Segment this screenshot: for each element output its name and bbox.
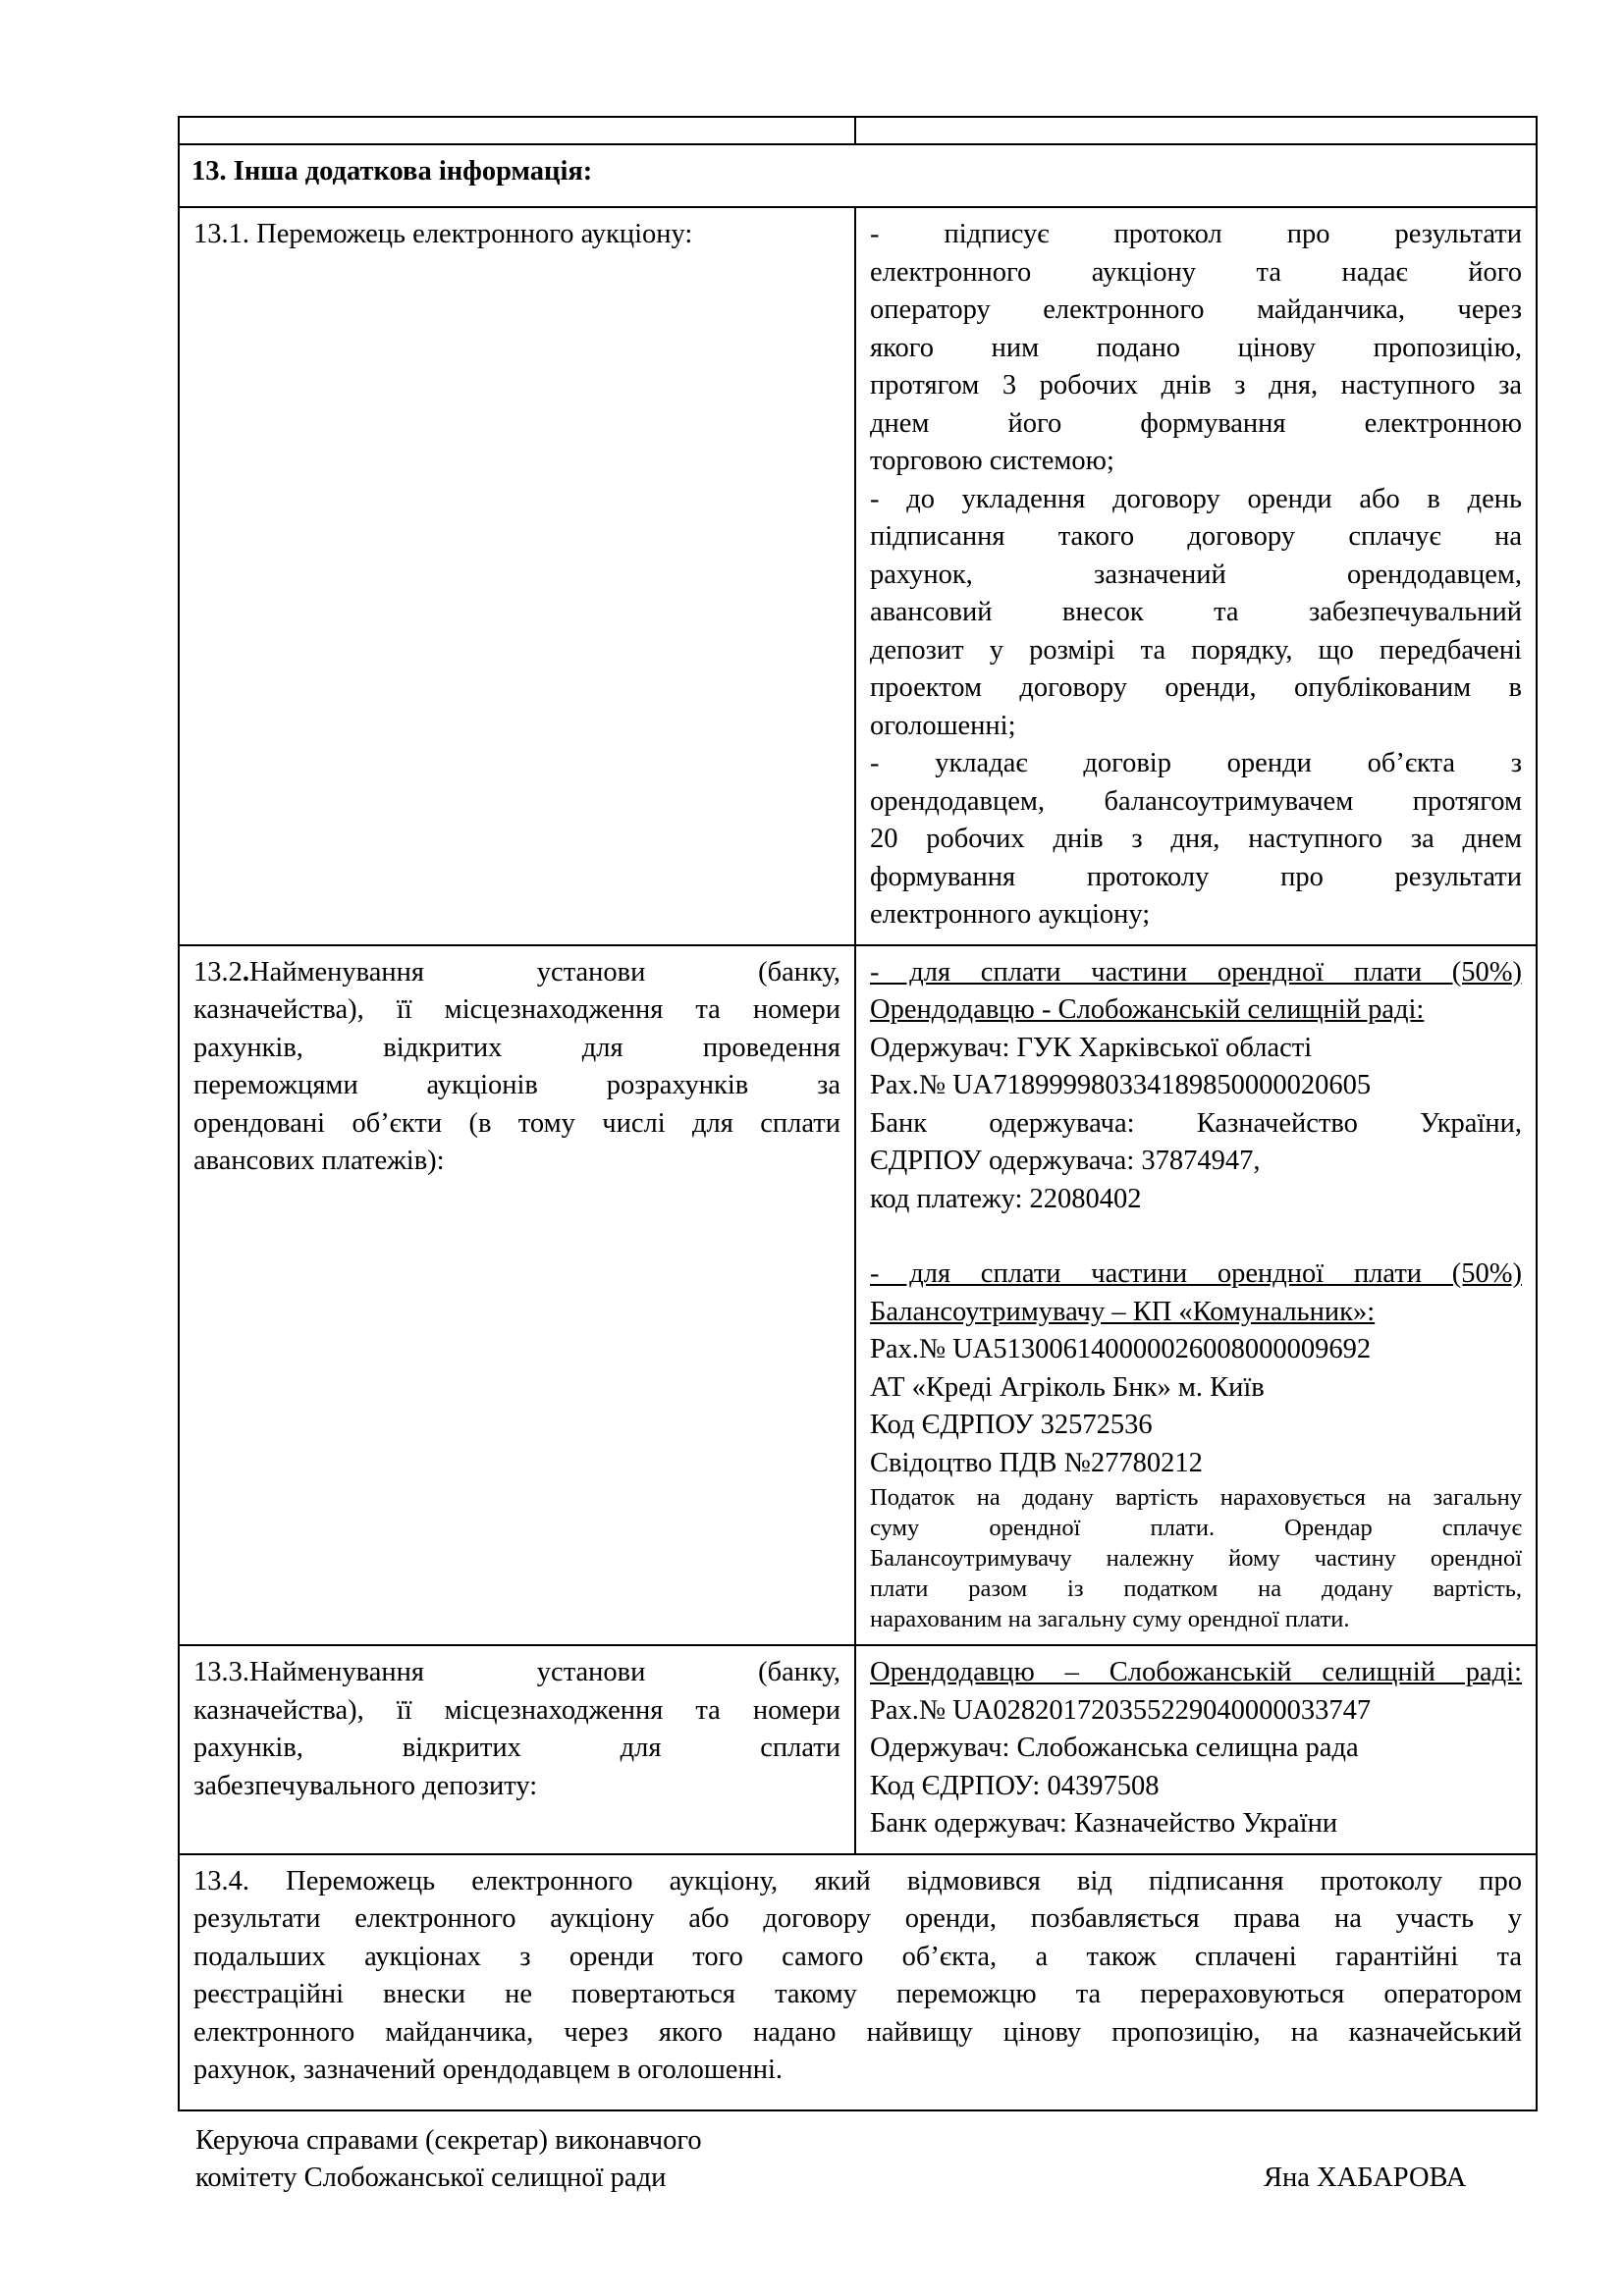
- vat-note-line: плати разом із податком на додану вартість,: [870, 1575, 1522, 1602]
- text-line: підписання такого договору сплачує на: [870, 521, 1522, 552]
- holder-detail: АТ «Креді Агріколь Бнк» м. Київ: [870, 1371, 1265, 1403]
- label-line: казначейства), її місцезнаходження та номери: [193, 994, 840, 1025]
- text-line: електронного аукціону та надає його: [870, 256, 1522, 288]
- row-13-2: [179, 945, 1537, 1646]
- recipient-title: Орендодавцю – Слобожанській селищній раді:: [870, 1657, 1522, 1687]
- text-line: проектом договору оренди, опублікованим в: [870, 672, 1522, 703]
- text-line: депозит у розмірі та порядку, що передбачені: [870, 634, 1522, 666]
- label-line: переможцями аукціонів розрахунків за: [193, 1070, 840, 1100]
- text-line: днем його формування електронною: [870, 407, 1522, 439]
- label-line: рахунків, відкритих для сплати: [193, 1733, 840, 1763]
- text-line: - укладає договір оренди об’єкта з: [870, 748, 1522, 778]
- section-heading-row: [179, 144, 1537, 207]
- text-line: результати електронного аукціону або договору оренди, позбавляється права на участь у: [193, 1903, 1522, 1934]
- holder-detail: Код ЄДРПОУ 32572536: [870, 1410, 1153, 1440]
- text-line: торговою системою;: [870, 446, 1114, 476]
- vat-note-line: суму орендної плати. Орендар сплачує: [870, 1515, 1522, 1541]
- signatory-name: Яна ХАБАРОВА: [1264, 2163, 1467, 2193]
- signatory-position: [195, 2122, 702, 2197]
- label-line: казначейства), її місцезнаходження та номери: [193, 1694, 840, 1726]
- position-line: Керуюча справами (секретар) виконавчого: [195, 2125, 702, 2156]
- label-line: орендовані об’єкти (в тому числі для сплати: [193, 1107, 840, 1139]
- lessor-title-line: - для сплати частини орендної плати (50%): [870, 956, 1522, 988]
- label-text: Найменування установи (банку,: [249, 956, 840, 988]
- row-13-2-label: [179, 945, 855, 1646]
- deposit-detail: Одержувач: Слобожанська селищна рада: [870, 1733, 1359, 1763]
- text-line: електронного аукціону;: [870, 899, 1151, 930]
- deposit-detail: Рах.№ UA028201720355229040000033747: [870, 1694, 1372, 1726]
- empty-cell-left: [179, 117, 855, 144]
- text-line: оператору електронного майданчика, через: [870, 294, 1522, 325]
- label-line: забезпечувального депозиту:: [193, 1770, 538, 1801]
- label-number: 13.2: [193, 956, 243, 988]
- text-line: формування протоколу про результати: [870, 861, 1522, 892]
- row-13-3-label: [179, 1645, 855, 1854]
- text-line: - підписує протокол про результати: [870, 219, 1522, 249]
- text-line: якого ним подано цінову пропозицію,: [870, 332, 1522, 363]
- lessor-detail: Банк одержувача: Казначейство України,: [870, 1107, 1522, 1139]
- label-dot: .: [242, 956, 249, 988]
- row-13-1-content: [855, 207, 1537, 945]
- text-line: оголошенні;: [870, 710, 1016, 741]
- lessor-title-line: Орендодавцю - Слобожанській селищній раді:: [870, 994, 1425, 1025]
- position-line: комітету Слобожанської селищної ради: [195, 2163, 667, 2193]
- text-line: 13.4. Переможець електронного аукціону, який відмовився від підписання протоколу про: [193, 1865, 1522, 1896]
- lessor-detail: код платежу: 22080402: [870, 1183, 1142, 1214]
- text-line: 20 робочих днів з дня, наступного за днем: [870, 824, 1522, 854]
- lessor-detail: ЄДРПОУ одержувача: 37874947,: [870, 1146, 1261, 1176]
- lessor-detail: Одержувач: ГУК Харківської області: [870, 1032, 1313, 1063]
- vat-note-line: Балансоутримувачу належну йому частину орендної: [870, 1545, 1522, 1572]
- text-line: протягом 3 робочих днів з дня, наступного за: [870, 370, 1522, 400]
- lessor-detail: Рах.№ UA718999980334189850000020605: [870, 1070, 1372, 1100]
- deposit-detail: Банк одержувач: Казначейство України: [870, 1808, 1338, 1839]
- row-13-4-content: [179, 1854, 1537, 2110]
- holder-title-line: - для сплати частини орендної плати (50%): [870, 1258, 1522, 1289]
- text-line: електронного майданчика, через якого надано найвищу цінову пропозицію, на казначейський: [193, 2016, 1522, 2048]
- text-line: подальших аукціонах з оренди того самого об’єкта, а також сплачені гарантійні та: [193, 1941, 1522, 1972]
- row-13-1: [179, 207, 1537, 945]
- text-line: реєстраційні внески не повертаються такому переможцю та перераховуються оператором: [193, 1979, 1522, 2009]
- text-line: орендодавцем, балансоутримувачем протягом: [870, 785, 1522, 817]
- holder-title-line: Балансоутримувачу – КП «Комунальник»:: [870, 1296, 1376, 1327]
- row-13-3-content: [855, 1645, 1537, 1854]
- label-line: рахунків, відкритих для проведення: [193, 1032, 840, 1063]
- deposit-detail: Код ЄДРПОУ: 04397508: [870, 1770, 1160, 1801]
- text-line: рахунок, зазначений орендодавцем,: [870, 559, 1522, 590]
- vat-note-line: Податок на додану вартість нараховується на загальну: [870, 1484, 1522, 1511]
- section-heading: 13. Інша додаткова інформація:: [179, 144, 1537, 207]
- row-13-4: [179, 1854, 1537, 2110]
- row-13-3: [179, 1645, 1537, 1854]
- empty-top-row: [179, 117, 1537, 144]
- row-13-1-label: 13.1. Переможець електронного аукціону:: [179, 207, 855, 945]
- holder-detail: Свідоцтво ПДВ №27780212: [870, 1447, 1203, 1478]
- label-line: 13.3.Найменування установи (банку,: [193, 1657, 840, 1687]
- spacer: [870, 1218, 1522, 1255]
- info-table: [178, 116, 1538, 2111]
- vat-note-line: нарахованим на загальну суму орендної плати.: [870, 1606, 1350, 1632]
- holder-detail: Рах.№ UA513006140000026008000009692: [870, 1334, 1372, 1364]
- label-line: авансових платежів):: [193, 1146, 445, 1176]
- text-line: рахунок, зазначений орендодавцем в оголошенні.: [193, 2055, 784, 2085]
- text-line: авансовий внесок та забезпечувальний: [870, 597, 1522, 627]
- row-13-2-content: [855, 945, 1537, 1646]
- text-line: - до укладення договору оренди або в день: [870, 483, 1522, 514]
- empty-cell-right: [855, 117, 1537, 144]
- label-line: [193, 954, 840, 992]
